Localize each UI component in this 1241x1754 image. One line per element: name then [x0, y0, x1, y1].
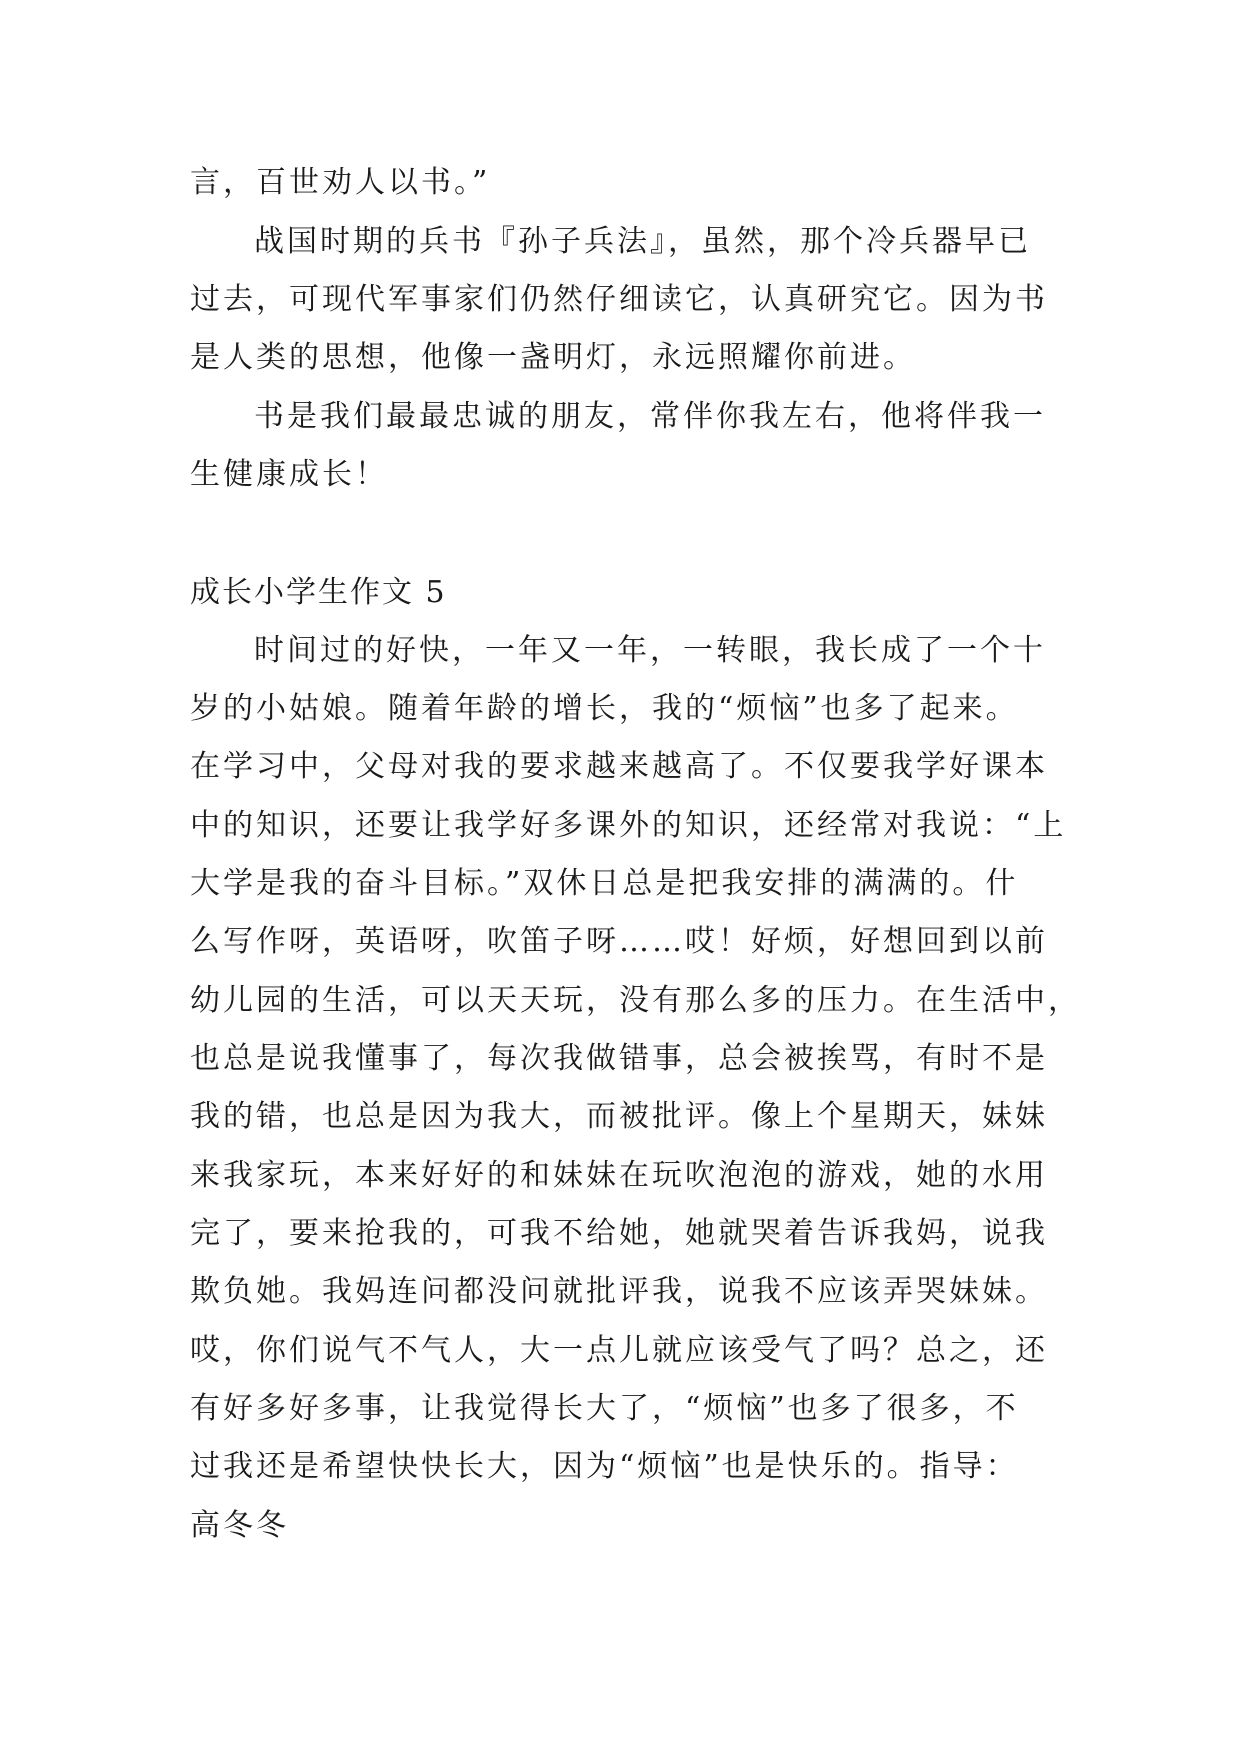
text-line: 是人类的思想，他像一盏明灯，永远照耀你前进。: [190, 340, 916, 375]
text-line: 岁的小姑娘。随着年龄的增长，我的“烦恼”也多了起来。: [190, 691, 1019, 726]
text-line: 来我家玩，本来好好的和妹妹在玩吹泡泡的游戏，她的水用: [190, 1158, 1048, 1193]
text-line: 中的知识，还要让我学好多课外的知识，还经常对我说：“上: [190, 808, 1067, 843]
text-line: 在学习中，父母对我的要求越来越高了。不仅要我学好课本: [190, 749, 1048, 784]
text-line: 也总是说我懂事了，每次我做错事，总会被挨骂，有时不是: [190, 1041, 1048, 1076]
text-line: 么写作呀，英语呀，吹笛子呀……哎！好烦，好想回到以前: [190, 924, 1048, 959]
text-line: 生健康成长！: [190, 457, 388, 492]
section-heading: 成长小学生作文 5: [190, 575, 447, 610]
paragraph-first-line: 时间过的好快，一年又一年，一转眼，我长成了一个十: [254, 633, 1046, 668]
paragraph-first-line: 战国时期的兵书『孙子兵法』，虽然，那个冷兵器早已: [254, 224, 1031, 259]
text-line: 哎，你们说气不气人，大一点儿就应该受气了吗？总之，还: [190, 1333, 1048, 1368]
text-line: 言，百世劝人以书。”: [190, 165, 491, 200]
text-line: 过我还是希望快快长大，因为“烦恼”也是快乐的。指导：: [190, 1449, 1019, 1484]
paragraph-first-line: 书是我们最最忠诚的朋友，常伴你我左右，他将伴我一: [254, 399, 1046, 434]
text-line: 我的错，也总是因为我大，而被批评。像上个星期天，妹妹: [190, 1099, 1048, 1134]
text-line: 完了，要来抢我的，可我不给她，她就哭着告诉我妈，说我: [190, 1216, 1048, 1251]
text-line: 高冬冬: [190, 1508, 289, 1543]
text-line: 幼儿园的生活，可以天天玩，没有那么多的压力。在生活中，: [190, 983, 1081, 1018]
text-line: 欺负她。我妈连问都没问就批评我，说我不应该弄哭妹妹。: [190, 1274, 1048, 1309]
text-line: 大学是我的奋斗目标。”双休日总是把我安排的满满的。什: [190, 866, 1019, 901]
text-line: 过去，可现代军事家们仍然仔细读它，认真研究它。因为书: [190, 282, 1048, 317]
text-line: 有好多好多事，让我觉得长大了，“烦恼”也多了很多，不: [190, 1391, 1019, 1426]
